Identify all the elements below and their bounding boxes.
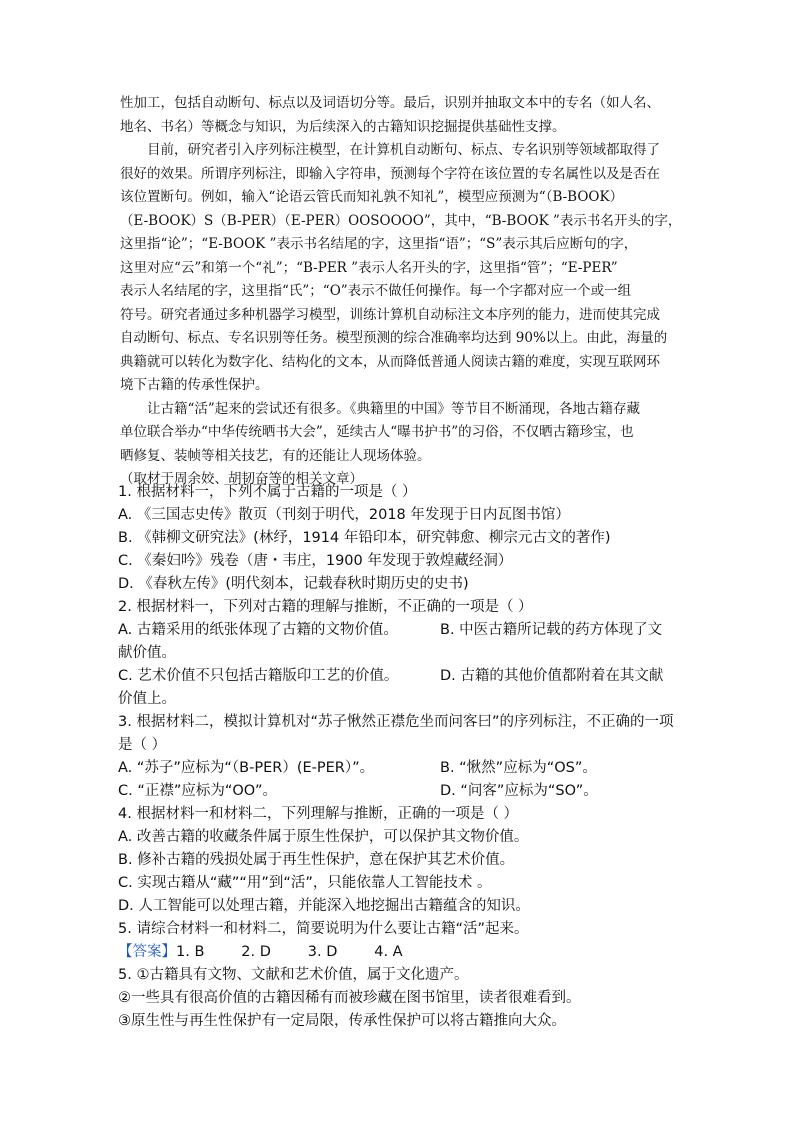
question-2-row-cd <box>118 665 698 688</box>
question-2-option-b: B. 中医古籍所记载的药方体现了文 <box>440 622 663 638</box>
question-1-option-c: C. 《秦妇吟》残卷（唐・韦庄，1900 年发现于敦煌藏经洞） <box>118 553 513 569</box>
passage-line: 性加工，包括自动断句、标点以及词语切分等。最后，识别并抽取文本中的专名（如人名、 <box>120 95 660 111</box>
passage-line: 表示人名结尾的字，这里指“氏”；“O”表示不做任何操作。每一个字都对应一个或一组 <box>120 283 632 299</box>
answer-q5-line: ②一些具有很高价值的古籍因稀有而被珍藏在图书馆里，读者很难看到。 <box>118 990 581 1006</box>
passage-line: （E-BOOK）S（B-PER）（E-PER）OOSOOOO”，其中，“B-BOOK ”表示书名开头的字， <box>120 212 682 229</box>
question-1-stem: 1. 根据材料一，下列不属于古籍的一项是（ ） <box>118 484 417 500</box>
questions <box>118 481 698 1033</box>
question-3-stem-cont: 是（ ） <box>118 737 167 753</box>
question-2-row-ab <box>118 619 698 642</box>
question-3-option-a: A. “苏子”应标为“（B-PER）(E-PER）”。 <box>118 760 375 776</box>
question-5-stem: 5. 请综合材料一和材料二，简要说明为什么要让古籍“活”起来。 <box>118 921 529 937</box>
passage-line: 地名、书名）等概念与知识，为后续深入的古籍知识挖掘提供基础性支撑。 <box>120 118 566 135</box>
question-2-stem: 2. 根据材料一，下列对古籍的理解与推断，不正确的一项是（ ） <box>118 599 533 615</box>
question-1-option-b: B. 《韩柳文研究法》(林纾，1914 年铅印本，研究韩愈、柳宗元古文的著作) <box>118 530 611 546</box>
question-1-option-d: D. 《春秋左传》(明代刻本，记载春秋时期历史的史书) <box>118 576 469 592</box>
question-2-option-a: A. 古籍采用的纸张体现了古籍的文物价值。 <box>118 622 398 638</box>
question-2-option-b-cont: 献价值。 <box>118 645 176 661</box>
question-1-option-a: A. 《三国志史传》散页（刊刻于明代，2018 年发现于日内瓦图书馆） <box>118 507 570 523</box>
question-2-option-d: D. 古籍的其他价值都附着在其文献 <box>440 668 664 684</box>
passage-line: 这里指“论”；“E-BOOK ”表示书名结尾的字，这里指“语”；“S”表示其后应断句的字， <box>120 236 638 252</box>
passage-line: 这里对应“云”和第一个“礼”；“B-PER ”表示人名开头的字，这里指“管”；“E-PER” <box>120 259 618 276</box>
passage-line: 晒修复、装帧等相关技艺，有的还能让人现场体验。 <box>120 447 431 464</box>
passage-line: 自动断句、标点、专名识别等任务。模型预测的综合准确率均达到 90%以上。由此，海量的 <box>120 330 668 346</box>
answer-mc: 1. B 2. D 3. D 4. A <box>176 944 403 960</box>
passage-line: 境下古籍的传承性保护。 <box>120 377 269 393</box>
question-4-option-a: A. 改善古籍的收藏条件属于原生性保护，可以保护其文物价值。 <box>118 829 529 845</box>
passage <box>120 92 685 492</box>
answer-tag: 【答案】 <box>118 944 176 960</box>
answer-q5-line: 5. ①古籍具有文物、文献和艺术价值，属于文化遗产。 <box>118 967 469 983</box>
question-3-row-ab <box>118 757 698 780</box>
question-3-option-c: C. “正襟”应标为“OO”。 <box>118 783 277 799</box>
question-4-option-c: C. 实现古籍从“藏”“用”到“活”，只能依靠人工智能技术 。 <box>118 875 492 891</box>
question-3-option-b: B. “愀然”应标为“OS”。 <box>440 760 597 776</box>
question-2-option-d-cont: 价值上。 <box>118 691 176 707</box>
answer-q5-line: ③原生性与再生性保护有一定局限，传承性保护可以将古籍推向大众。 <box>118 1013 566 1029</box>
answer-row <box>118 941 698 964</box>
passage-line: 目前，研究者引入序列标注模型，在计算机自动断句、标点、专名识别等领域都取得了 <box>147 142 660 158</box>
question-3-option-d: D. “问客”应标为“SO”。 <box>440 783 598 799</box>
question-4-option-b: B. 修补古籍的残损处属于再生性保护，意在保护其艺术价值。 <box>118 852 515 868</box>
passage-line: 该位置断句。例如，输入“论语云管氏而知礼孰不知礼”，模型应预测为“（B-BOOK） <box>120 189 624 205</box>
passage-line: 单位联合举办“中华传统晒书大会”，延续古人“曝书护书”的习俗，不仅晒古籍珍宝，也 <box>120 424 634 440</box>
question-2-option-c: C. 艺术价值不只包括古籍版印工艺的价值。 <box>118 668 399 684</box>
passage-line: 符号。研究者通过多种机器学习模型，训练计算机自动标注文本序列的能力，进而使其完成 <box>120 306 660 323</box>
question-3-stem: 3. 根据材料二，模拟计算机对“苏子愀然正襟危坐而问客曰”的序列标注，不正确的一项 <box>118 714 674 730</box>
source-citation: （取材于周余姣、胡韧奋等的相关文章） <box>120 471 363 487</box>
question-3-row-cd <box>118 780 698 803</box>
question-4-option-d: D. 人工智能可以处理古籍，并能深入地挖掘出古籍蕴含的知识。 <box>118 898 530 914</box>
question-4-stem: 4. 根据材料一和材料二，下列理解与推断，正确的一项是（ ） <box>118 806 519 822</box>
passage-line: 很好的效果。所谓序列标注，即输入字符串，预测每个字符在该位置的专名属性以及是否在 <box>120 165 660 182</box>
passage-line: 让古籍“活”起来的尝试还有很多。《典籍里的中国》等节目不断涌现，各地古籍存藏 <box>147 400 641 417</box>
passage-line: 典籍就可以转化为数字化、结构化的文本，从而降低普通人阅读古籍的难度，实现互联网环 <box>120 353 660 370</box>
